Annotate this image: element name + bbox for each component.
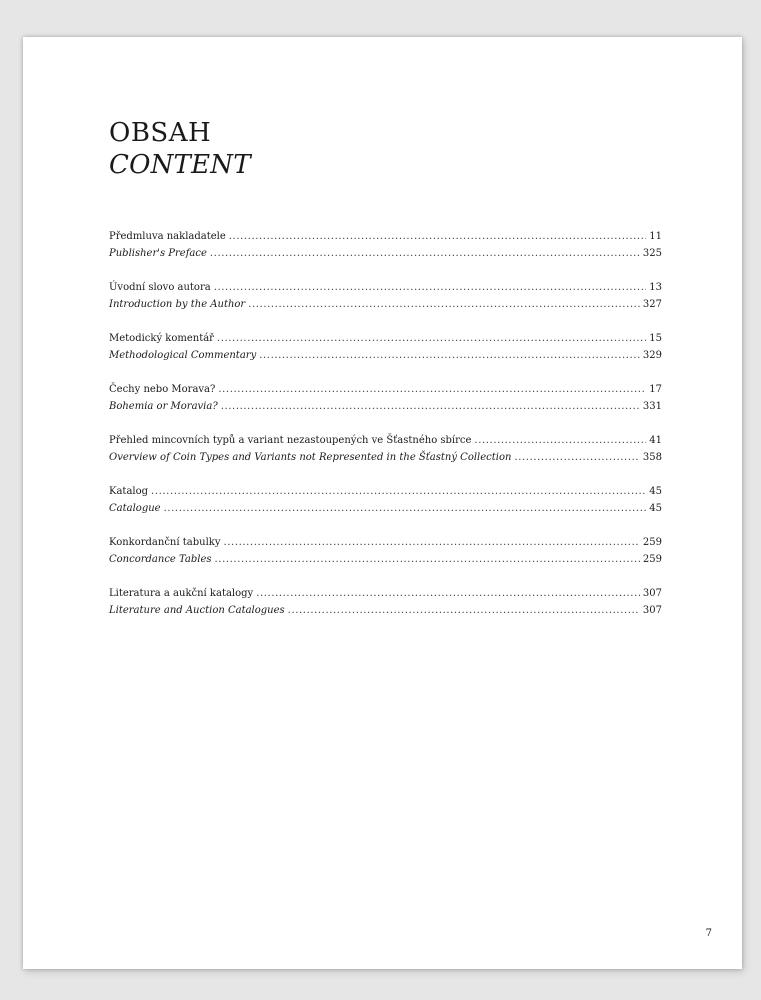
toc-row-czech[interactable]: [109, 333, 662, 350]
page-title-czech: OBSAH: [109, 118, 212, 148]
toc-row-czech[interactable]: [109, 537, 662, 554]
toc-leader-dots: [223, 537, 639, 548]
toc-leader-dots: [474, 435, 646, 446]
toc-page-number: 327: [642, 299, 662, 310]
toc-page-number: 358: [642, 452, 662, 463]
toc-row-english[interactable]: [109, 554, 662, 571]
toc-page-number: 15: [649, 333, 662, 344]
toc-label: Úvodní slovo autora: [109, 282, 211, 293]
toc-leader-dots: [514, 452, 639, 463]
toc-row-czech[interactable]: [109, 435, 662, 452]
toc-label: Předmluva nakladatele: [109, 231, 226, 242]
toc-page-number: 259: [642, 537, 662, 548]
toc-leader-dots: [210, 248, 640, 259]
toc-row-english[interactable]: [109, 350, 662, 367]
toc-leader-dots: [217, 333, 646, 344]
toc-label: Publisher's Preface: [109, 248, 207, 259]
toc-leader-dots: [229, 231, 646, 242]
toc-label: Catalogue: [109, 503, 161, 514]
document-page: [23, 37, 742, 969]
toc-label: Čechy nebo Morava?: [109, 384, 216, 395]
toc-row-czech[interactable]: [109, 384, 662, 401]
toc-page-number: 307: [642, 588, 662, 599]
toc-row-english[interactable]: [109, 248, 662, 265]
toc-leader-dots: [256, 588, 640, 599]
toc-row-english[interactable]: [109, 401, 662, 418]
toc-entry-methodological-commentary: [109, 333, 662, 367]
toc-row-english[interactable]: [109, 299, 662, 316]
toc-leader-dots: [214, 282, 647, 293]
toc-row-czech[interactable]: [109, 231, 662, 248]
toc-entry-catalogue: [109, 486, 662, 520]
toc-entry-overview-coin-types: [109, 435, 662, 469]
toc-page-number: 45: [649, 503, 662, 514]
toc-label: Methodological Commentary: [109, 350, 257, 361]
toc-page-number: 11: [649, 231, 662, 242]
toc-page-number: 307: [642, 605, 662, 616]
toc-leader-dots: [218, 384, 646, 395]
toc-page-number: 325: [642, 248, 662, 259]
toc-leader-dots: [259, 350, 640, 361]
title-block: [109, 117, 251, 181]
toc-page-number: 45: [649, 486, 662, 497]
page-number: 7: [705, 928, 712, 939]
toc-row-english[interactable]: [109, 605, 662, 622]
toc-label: Overview of Coin Types and Variants not Represented in the Šťastný Collection: [109, 452, 512, 463]
toc-page-number: 259: [642, 554, 662, 565]
toc-label: Literatura a aukční katalogy: [109, 588, 254, 599]
toc-leader-dots: [151, 486, 646, 497]
toc-page-number: 331: [642, 401, 662, 412]
toc-label: Metodický komentář: [109, 333, 214, 344]
toc-row-czech[interactable]: [109, 282, 662, 299]
toc-entry-introduction: [109, 282, 662, 316]
toc-label: Concordance Tables: [109, 554, 212, 565]
toc-row-czech[interactable]: [109, 588, 662, 605]
toc-row-czech[interactable]: [109, 486, 662, 503]
toc-label: Bohemia or Moravia?: [109, 401, 218, 412]
table-of-contents: [109, 231, 662, 639]
toc-leader-dots: [248, 299, 640, 310]
toc-leader-dots: [288, 605, 640, 616]
toc-leader-dots: [221, 401, 640, 412]
toc-entry-literature: [109, 588, 662, 622]
toc-label: Literature and Auction Catalogues: [109, 605, 285, 616]
toc-label: Katalog: [109, 486, 149, 497]
toc-label: Introduction by the Author: [109, 299, 246, 310]
toc-page-number: 329: [642, 350, 662, 361]
toc-page-number: 41: [649, 435, 662, 446]
toc-entry-concordance-tables: [109, 537, 662, 571]
toc-entry-publishers-preface: [109, 231, 662, 265]
toc-entry-bohemia-or-moravia: [109, 384, 662, 418]
page-title-english: CONTENT: [109, 150, 251, 180]
toc-row-english[interactable]: [109, 452, 662, 469]
toc-leader-dots: [164, 503, 647, 514]
toc-label: Konkordanční tabulky: [109, 537, 221, 548]
toc-label: Přehled mincovních typů a variant nezastoupených ve Šťastného sbírce: [109, 435, 472, 446]
toc-row-english[interactable]: [109, 503, 662, 520]
toc-page-number: 17: [649, 384, 662, 395]
toc-leader-dots: [215, 554, 640, 565]
toc-page-number: 13: [649, 282, 662, 293]
